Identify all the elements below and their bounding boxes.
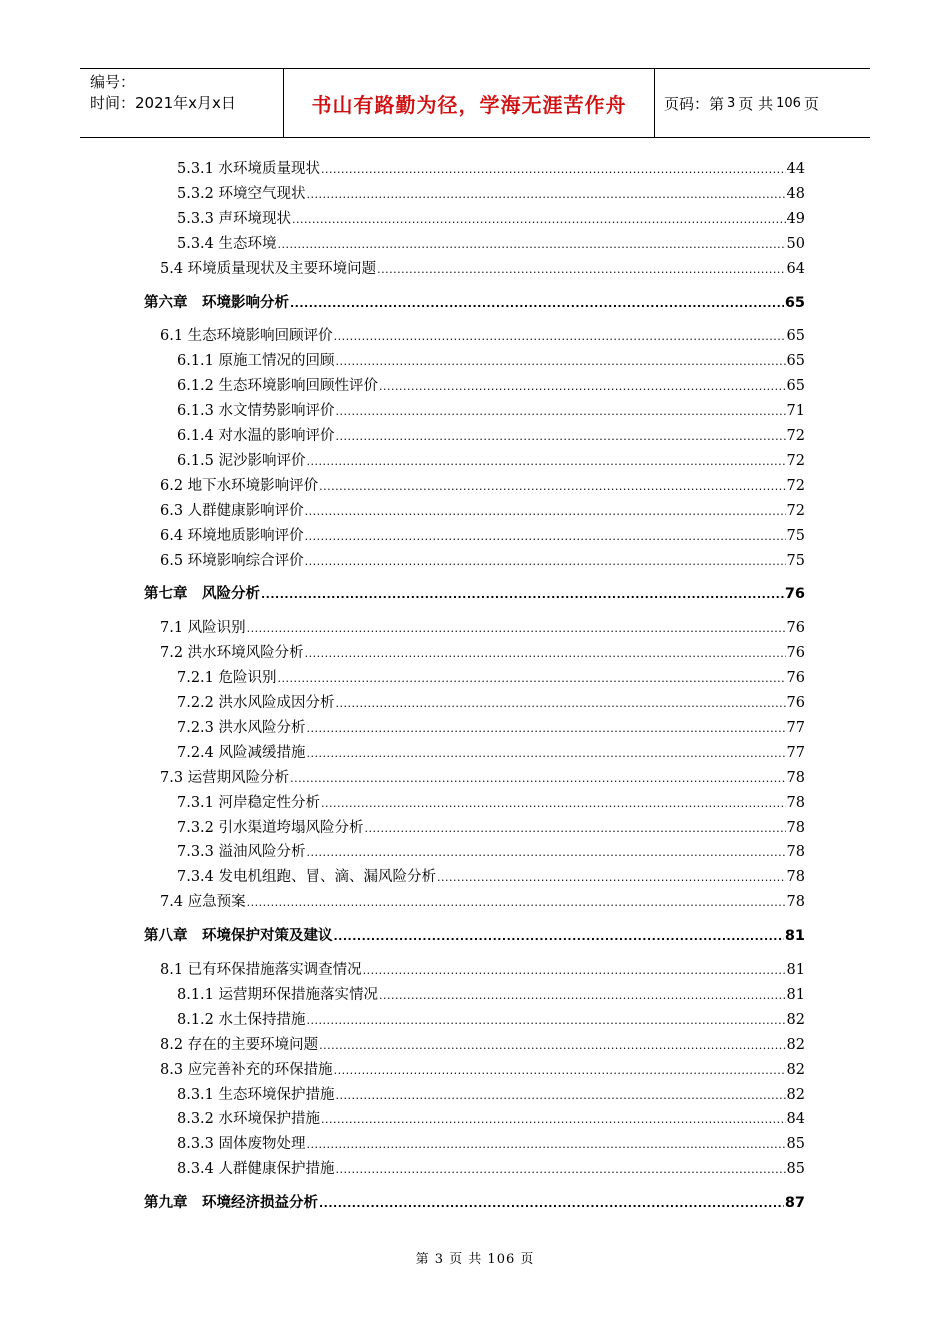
toc-leader-dots xyxy=(319,1193,784,1215)
toc-entry-page: 82 xyxy=(786,1086,805,1103)
toc-entry-page: 78 xyxy=(786,794,805,811)
toc-entry[interactable] xyxy=(177,692,805,714)
toc-entry-title: 6.1 生态环境影响回顾评价 xyxy=(160,328,333,345)
toc-leader-dots xyxy=(307,451,786,473)
toc-entry[interactable] xyxy=(177,817,805,839)
toc-leader-dots xyxy=(336,401,786,423)
toc-entry-title: 8.1 已有环保措施落实调查情况 xyxy=(160,962,362,978)
toc-entry-page: 49 xyxy=(786,210,805,227)
toc-entry-title: 7.1 风险识别 xyxy=(160,620,246,637)
toc-entry[interactable] xyxy=(177,742,805,764)
toc-entry[interactable] xyxy=(177,984,805,1006)
toc-entry-title: 5.3.1 水环境质量现状 xyxy=(177,161,321,177)
toc-leader-dots xyxy=(336,1159,786,1181)
toc-entry-page: 72 xyxy=(786,502,805,519)
header-page-prefix: 页码：第 xyxy=(664,94,725,113)
toc-leader-dots xyxy=(321,159,786,181)
toc-chapter-entry[interactable] xyxy=(144,583,805,605)
toc-entry-page: 76 xyxy=(786,670,805,687)
header-page-mid: 页 共 xyxy=(738,94,774,113)
toc-chapter-entry[interactable] xyxy=(144,925,805,947)
toc-entry-page: 77 xyxy=(786,719,805,736)
toc-entry-page: 75 xyxy=(786,552,805,569)
toc-leader-dots xyxy=(334,1060,786,1082)
toc-entry-page: 84 xyxy=(786,1111,805,1128)
header-page-current: 3 xyxy=(727,95,736,111)
toc-entry[interactable] xyxy=(160,1034,805,1056)
header-page-suffix: 页 xyxy=(803,94,819,113)
toc-entry-page: 75 xyxy=(786,527,805,544)
toc-entry[interactable] xyxy=(160,325,805,347)
toc-leader-dots xyxy=(334,926,784,948)
toc-entry-title: 7.3 运营期风险分析 xyxy=(160,769,290,786)
toc-entry-page: 50 xyxy=(786,235,805,252)
toc-entry-title: 第八章 环境保护对策及建议 xyxy=(144,928,333,945)
toc-entry-title: 6.1.4 对水温的影响评价 xyxy=(177,428,335,444)
toc-entry[interactable] xyxy=(160,258,805,280)
toc-entry-title: 7.2.2 洪水风险成因分析 xyxy=(177,695,335,711)
toc-entry-title: 6.5 环境影响综合评价 xyxy=(160,552,304,569)
toc-entry[interactable] xyxy=(160,550,805,572)
toc-entry[interactable] xyxy=(160,1059,805,1081)
toc-entry-title: 6.1.5 泥沙影响评价 xyxy=(177,452,306,469)
header-page-info xyxy=(655,69,870,137)
toc-entry[interactable] xyxy=(177,667,805,689)
toc-entry-title: 第六章 环境影响分析 xyxy=(144,294,289,311)
toc-leader-dots xyxy=(319,1035,785,1057)
toc-leader-dots xyxy=(321,1109,786,1131)
toc-leader-dots xyxy=(336,693,786,715)
toc-entry-title: 8.3.3 固体废物处理 xyxy=(177,1136,306,1153)
toc-entry-title: 7.3.2 引水渠道垮塌风险分析 xyxy=(177,819,364,836)
toc-entry-title: 7.4 应急预案 xyxy=(160,894,246,911)
toc-entry-page: 65 xyxy=(786,378,805,395)
toc-leader-dots xyxy=(247,618,786,640)
toc-leader-dots xyxy=(336,426,786,448)
toc-entry-page: 48 xyxy=(786,185,805,202)
toc-entry[interactable] xyxy=(177,400,805,422)
toc-entry[interactable] xyxy=(177,866,805,888)
toc-entry[interactable] xyxy=(177,158,805,180)
toc-leader-dots xyxy=(307,743,786,765)
toc-entry[interactable] xyxy=(177,183,805,205)
toc-leader-dots xyxy=(336,351,786,373)
toc-entry-page: 77 xyxy=(786,744,805,761)
toc-leader-dots xyxy=(365,818,786,840)
toc-entry-page: 87 xyxy=(784,1195,805,1212)
toc-leader-dots xyxy=(261,584,784,606)
toc-entry[interactable] xyxy=(177,350,805,372)
toc-entry[interactable] xyxy=(160,500,805,522)
toc-entry[interactable] xyxy=(177,233,805,255)
toc-entry-title: 第七章 风险分析 xyxy=(144,586,260,603)
toc-entry-page: 85 xyxy=(786,1136,805,1153)
toc-entry-title: 8.3 应完善补充的环保措施 xyxy=(160,1061,333,1078)
toc-entry[interactable] xyxy=(177,792,805,814)
toc-entry-page: 76 xyxy=(784,586,805,603)
toc-entry-title: 5.4 环境质量现状及主要环境问题 xyxy=(160,260,377,277)
toc-entry-title: 5.3.2 环境空气现状 xyxy=(177,185,306,202)
toc-entry-page: 65 xyxy=(786,328,805,345)
toc-entry-title: 第九章 环境经济损益分析 xyxy=(144,1195,318,1212)
toc-entry-page: 65 xyxy=(784,294,805,311)
toc-entry[interactable] xyxy=(160,525,805,547)
header-page-total: 106 xyxy=(776,95,801,111)
toc-entry[interactable] xyxy=(177,717,805,739)
toc-entry-page: 78 xyxy=(786,769,805,786)
header-motto: 书山有路勤为径，学海无涯苦作舟 xyxy=(311,92,627,117)
toc-entry[interactable] xyxy=(177,425,805,447)
toc-entry[interactable] xyxy=(177,450,805,472)
toc-entry-page: 85 xyxy=(786,1161,805,1178)
toc-entry-title: 8.2 存在的主要环境问题 xyxy=(160,1036,319,1053)
toc-entry-page: 82 xyxy=(786,1061,805,1078)
toc-entry-page: 72 xyxy=(786,452,805,469)
toc-entry-page: 78 xyxy=(786,894,805,911)
toc-leader-dots xyxy=(305,643,786,665)
toc-leader-dots xyxy=(336,1085,786,1107)
toc-entry[interactable] xyxy=(177,1084,805,1106)
toc-entry-title: 7.2 洪水环境风险分析 xyxy=(160,645,304,662)
toc-leader-dots xyxy=(278,234,786,256)
toc-entry-page: 82 xyxy=(786,1036,805,1053)
toc-leader-dots xyxy=(377,259,785,281)
toc-entry[interactable] xyxy=(160,959,805,981)
toc-entry-page: 76 xyxy=(786,695,805,711)
toc-entry-page: 71 xyxy=(786,403,805,420)
toc-entry-title: 7.3.1 河岸稳定性分析 xyxy=(177,794,321,811)
page-footer: 第 3 页 共 106 页 xyxy=(415,1252,535,1267)
toc-leader-dots xyxy=(307,718,786,740)
toc-entry-page: 78 xyxy=(786,869,805,886)
toc-entry-title: 8.3.1 生态环境保护措施 xyxy=(177,1086,335,1103)
toc-entry-title: 7.3.3 溢油风险分析 xyxy=(177,844,306,861)
toc-leader-dots xyxy=(290,293,784,315)
toc-entry[interactable] xyxy=(160,617,805,639)
toc-entry-title: 8.3.4 人群健康保护措施 xyxy=(177,1161,335,1178)
toc-leader-dots xyxy=(379,985,786,1007)
toc-entry-title: 6.4 环境地质影响评价 xyxy=(160,527,304,544)
toc-leader-dots xyxy=(307,842,786,864)
toc-entry[interactable] xyxy=(160,642,805,664)
toc-entry[interactable] xyxy=(160,475,805,497)
page-header xyxy=(80,68,870,138)
header-code-label: 编号： xyxy=(90,73,136,91)
toc-leader-dots xyxy=(307,1010,786,1032)
toc-entry-page: 44 xyxy=(786,161,805,177)
toc-entry-page: 72 xyxy=(786,428,805,444)
toc-entry-page: 64 xyxy=(786,260,805,277)
toc-entry-title: 5.3.3 声环境现状 xyxy=(177,210,292,227)
header-meta xyxy=(80,69,283,137)
toc-entry-page: 81 xyxy=(784,928,805,945)
toc-entry-title: 6.1.2 生态环境影响回顾性评价 xyxy=(177,378,379,395)
toc-entry-title: 6.1.1 原施工情况的回顾 xyxy=(177,353,335,370)
toc-entry-title: 8.3.2 水环境保护措施 xyxy=(177,1111,321,1128)
toc-entry-page: 82 xyxy=(786,1011,805,1028)
toc-entry[interactable] xyxy=(177,1133,805,1155)
toc-leader-dots xyxy=(379,376,786,398)
toc-entry[interactable] xyxy=(160,891,805,913)
toc-entry-title: 8.1.2 水土保持措施 xyxy=(177,1011,306,1028)
toc-leader-dots xyxy=(334,326,786,348)
toc-leader-dots xyxy=(321,793,786,815)
toc-leader-dots xyxy=(247,892,786,914)
toc-leader-dots xyxy=(307,184,786,206)
header-time-label: 时间：2021年x月x日 xyxy=(90,94,236,112)
toc-entry[interactable] xyxy=(177,1108,805,1130)
toc-entry-title: 5.3.4 生态环境 xyxy=(177,235,277,252)
toc-entry-page: 76 xyxy=(786,620,805,637)
toc-entry-page: 65 xyxy=(786,353,805,370)
toc-entry-page: 81 xyxy=(786,986,805,1003)
toc-entry[interactable] xyxy=(177,1009,805,1031)
toc-chapter-entry[interactable] xyxy=(144,1192,805,1214)
toc-entry-title: 6.1.3 水文情势影响评价 xyxy=(177,403,335,420)
toc-entry-page: 76 xyxy=(786,645,805,662)
toc-entry-title: 7.2.1 危险识别 xyxy=(177,670,277,687)
header-motto-cell xyxy=(283,69,655,137)
toc-entry[interactable] xyxy=(177,841,805,863)
toc-chapter-entry[interactable] xyxy=(144,292,805,314)
toc-leader-dots xyxy=(290,768,785,790)
toc-leader-dots xyxy=(305,526,786,548)
toc-entry[interactable] xyxy=(177,1158,805,1180)
toc-leader-dots xyxy=(437,867,786,889)
toc-entry-title: 7.2.3 洪水风险分析 xyxy=(177,719,306,736)
toc-entry-page: 72 xyxy=(786,477,805,494)
toc-entry-title: 7.3.4 发电机组跑、冒、滴、漏风险分析 xyxy=(177,869,437,886)
toc-entry-title: 6.3 人群健康影响评价 xyxy=(160,502,304,519)
toc-leader-dots xyxy=(278,668,786,690)
toc-leader-dots xyxy=(292,209,786,231)
toc-entry-page: 78 xyxy=(786,819,805,836)
toc-entry-page: 78 xyxy=(786,844,805,861)
toc-entry-title: 7.2.4 风险减缓措施 xyxy=(177,744,306,761)
toc-leader-dots xyxy=(319,476,785,498)
toc-entry[interactable] xyxy=(160,767,805,789)
toc-entry-page: 81 xyxy=(786,962,805,978)
toc-entry[interactable] xyxy=(177,375,805,397)
toc-entry-title: 6.2 地下水环境影响评价 xyxy=(160,477,319,494)
toc-leader-dots xyxy=(305,551,786,573)
toc-entry-title: 8.1.1 运营期环保措施落实情况 xyxy=(177,986,379,1003)
toc-leader-dots xyxy=(363,960,786,982)
toc-entry[interactable] xyxy=(177,208,805,230)
toc-leader-dots xyxy=(307,1134,786,1156)
toc-leader-dots xyxy=(305,501,786,523)
